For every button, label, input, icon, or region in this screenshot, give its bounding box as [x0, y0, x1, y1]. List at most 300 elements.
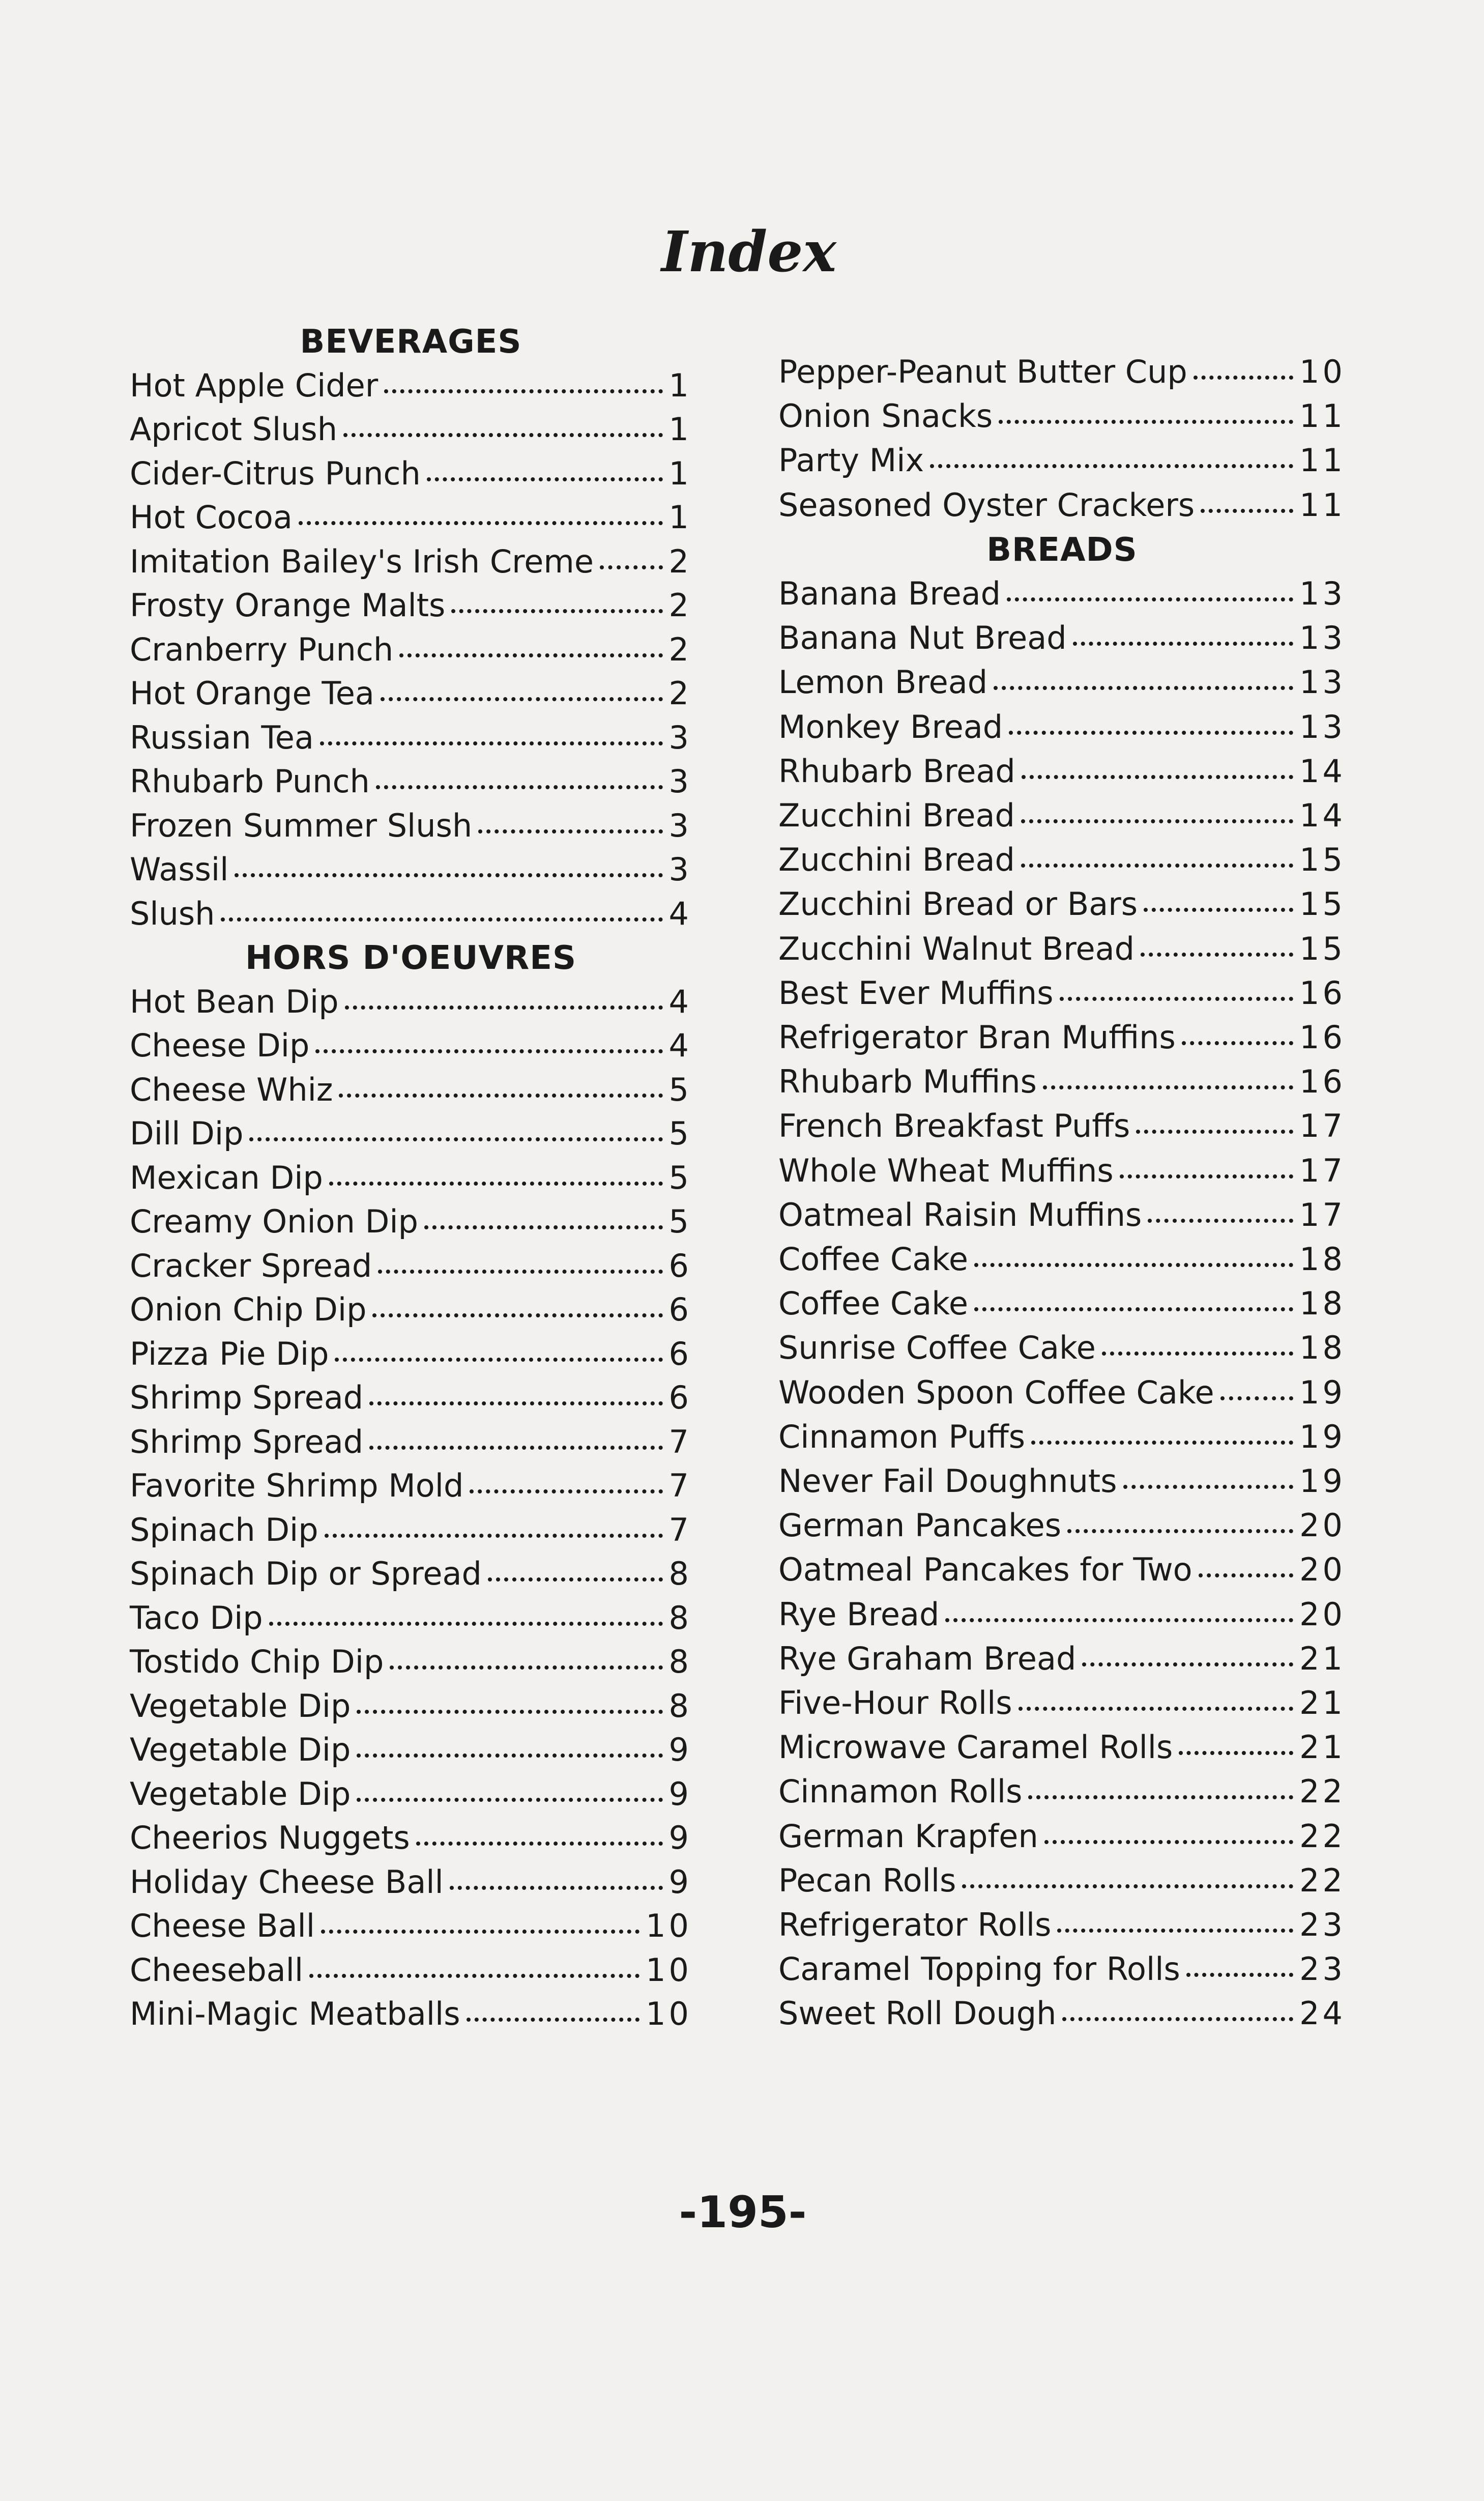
- section-heading: BEVERAGES: [300, 323, 522, 361]
- entry-name: Cracker Spread: [130, 1247, 372, 1284]
- entry-name: Creamy Onion Dip: [130, 1203, 418, 1240]
- entry-name: Mexican Dip: [130, 1159, 323, 1196]
- entry-name: Microwave Caramel Rolls: [778, 1729, 1173, 1766]
- dot-leader: [390, 1665, 662, 1670]
- entry-page-number: 19: [1299, 1462, 1346, 1500]
- entry-name: Holiday Cheese Ball: [130, 1863, 444, 1901]
- dot-leader: [309, 1974, 639, 1978]
- entry-page-number: 21: [1299, 1640, 1346, 1677]
- dot-leader: [235, 873, 662, 877]
- entry-name: Whole Wheat Muffins: [778, 1152, 1114, 1189]
- index-entry: [778, 841, 1346, 879]
- entry-page-number: 3: [668, 807, 692, 844]
- entry-page-number: 2: [668, 675, 692, 712]
- index-entry: [130, 1511, 692, 1548]
- entry-name: Lemon Bread: [778, 664, 988, 701]
- index-entry: [778, 1329, 1346, 1367]
- page-number: -195-: [679, 2187, 807, 2238]
- index-entry: [778, 1019, 1346, 1056]
- dot-leader: [249, 1137, 662, 1141]
- entry-name: Oatmeal Raisin Muffins: [778, 1196, 1142, 1233]
- entry-name: Spinach Dip or Spread: [130, 1555, 482, 1592]
- entry-page-number: 11: [1299, 486, 1346, 524]
- index-entry: [778, 1595, 1346, 1633]
- entry-name: Rye Graham Bread: [778, 1640, 1076, 1677]
- index-entry: [130, 499, 692, 536]
- index-entry: [778, 1817, 1346, 1855]
- entry-page-number: 10: [646, 1907, 692, 1944]
- dot-leader: [345, 1005, 663, 1010]
- dot-leader: [321, 1930, 639, 1934]
- entry-name: Banana Bread: [778, 575, 1001, 612]
- dot-leader: [974, 1263, 1293, 1267]
- entry-name: Mini-Magic Meatballs: [130, 1995, 460, 2032]
- dot-leader: [1148, 1219, 1293, 1223]
- dot-leader: [376, 785, 663, 789]
- index-entry: [778, 1551, 1346, 1589]
- dot-leader: [999, 420, 1293, 424]
- entry-name: Tostido Chip Dip: [130, 1643, 384, 1680]
- entry-name: Frosty Orange Malts: [130, 587, 446, 624]
- index-entry: [130, 1027, 692, 1064]
- index-entry: [130, 1555, 692, 1592]
- entry-name: Cinnamon Puffs: [778, 1418, 1026, 1455]
- entry-page-number: 6: [668, 1291, 692, 1328]
- index-entry: [130, 1467, 692, 1504]
- index-entry: [778, 1906, 1346, 1943]
- entry-name: Hot Bean Dip: [130, 983, 339, 1020]
- index-entry: [130, 807, 692, 844]
- index-entry: [778, 442, 1346, 479]
- entry-page-number: 14: [1299, 797, 1346, 834]
- entry-page-number: 17: [1299, 1107, 1346, 1145]
- entry-page-number: 9: [668, 1819, 692, 1856]
- entry-page-number: 20: [1299, 1595, 1346, 1633]
- entry-page-number: 4: [668, 1027, 692, 1064]
- entry-name: Sweet Roll Dough: [778, 1995, 1057, 2032]
- entry-page-number: 3: [668, 851, 692, 888]
- index-entry: [130, 1687, 692, 1724]
- dot-leader: [424, 1225, 663, 1229]
- entry-name: Slush: [130, 895, 215, 932]
- entry-page-number: 21: [1299, 1684, 1346, 1721]
- index-entry: [778, 1418, 1346, 1455]
- index-entry: [778, 930, 1346, 967]
- dot-leader: [269, 1622, 663, 1626]
- dot-leader: [378, 1270, 662, 1274]
- dot-leader: [1021, 819, 1293, 823]
- dot-leader: [1182, 1041, 1293, 1045]
- dot-leader: [357, 1798, 662, 1802]
- entry-page-number: 13: [1299, 619, 1346, 657]
- entry-page-number: 1: [668, 366, 692, 404]
- entry-name: Shrimp Spread: [130, 1423, 364, 1460]
- entry-name: Monkey Bread: [778, 708, 1003, 745]
- entry-page-number: 9: [668, 1775, 692, 1813]
- index-entry: [130, 587, 692, 624]
- entry-name: Never Fail Doughnuts: [778, 1462, 1117, 1500]
- entry-name: Party Mix: [778, 442, 924, 479]
- dot-leader: [930, 464, 1293, 468]
- entry-name: Five-Hour Rolls: [778, 1684, 1012, 1721]
- dot-leader: [339, 1094, 662, 1098]
- dot-leader: [1057, 1929, 1293, 1933]
- index-entry: [130, 1115, 692, 1152]
- entry-name: Hot Apple Cider: [130, 366, 379, 404]
- entry-name: Onion Snacks: [778, 397, 993, 435]
- entry-name: Hot Cocoa: [130, 499, 293, 536]
- dot-leader: [1179, 1751, 1293, 1755]
- entry-page-number: 1: [668, 499, 692, 536]
- entry-name: Pizza Pie Dip: [130, 1335, 329, 1372]
- index-entry: [130, 1907, 692, 1944]
- index-entry: [778, 1729, 1346, 1766]
- entry-name: Vegetable Dip: [130, 1775, 351, 1813]
- page-title: Index: [661, 219, 836, 284]
- entry-page-number: 16: [1299, 974, 1346, 1012]
- index-entry: [130, 1159, 692, 1196]
- dot-leader: [416, 1842, 663, 1846]
- entry-name: Apricot Slush: [130, 411, 337, 448]
- entry-name: Imitation Bailey's Irish Creme: [130, 542, 594, 580]
- entry-name: Cheese Ball: [130, 1907, 315, 1944]
- index-entry: [130, 763, 692, 800]
- entry-page-number: 5: [668, 1071, 692, 1108]
- entry-page-number: 19: [1299, 1418, 1346, 1455]
- entry-page-number: 13: [1299, 664, 1346, 701]
- index-entry: [778, 797, 1346, 834]
- entry-name: Taco Dip: [130, 1599, 263, 1636]
- dot-leader: [1082, 1662, 1293, 1666]
- index-entry: [130, 1203, 692, 1240]
- entry-page-number: 16: [1299, 1063, 1346, 1101]
- dot-leader: [1019, 1707, 1293, 1711]
- entry-name: Rye Bread: [778, 1595, 940, 1633]
- dot-leader: [372, 1313, 662, 1317]
- entry-page-number: 21: [1299, 1729, 1346, 1766]
- dot-leader: [1022, 775, 1293, 779]
- dot-leader: [369, 1446, 662, 1450]
- dot-leader: [325, 1534, 663, 1538]
- index-entry: [130, 454, 692, 492]
- entry-page-number: 5: [668, 1115, 692, 1152]
- entry-page-number: 7: [668, 1467, 692, 1504]
- index-entry: [778, 664, 1346, 701]
- dot-leader: [343, 433, 663, 437]
- index-entry: [130, 1775, 692, 1813]
- entry-name: Caramel Topping for Rolls: [778, 1950, 1180, 1988]
- entry-name: Oatmeal Pancakes for Two: [778, 1551, 1192, 1589]
- index-entry: [130, 675, 692, 712]
- entry-page-number: 4: [668, 983, 692, 1020]
- dot-leader: [1186, 1973, 1293, 1977]
- entry-name: Rhubarb Bread: [778, 752, 1015, 790]
- dot-leader: [962, 1884, 1293, 1888]
- entry-name: Cider-Citrus Punch: [130, 454, 421, 492]
- index-entry: [778, 1373, 1346, 1411]
- entry-page-number: 6: [668, 1335, 692, 1372]
- entry-page-number: 13: [1299, 575, 1346, 612]
- index-entry: [130, 983, 692, 1020]
- dot-leader: [1044, 1840, 1293, 1844]
- index-entry: [778, 1684, 1346, 1721]
- index-entry: [130, 1819, 692, 1856]
- dot-leader: [315, 1049, 662, 1053]
- section-heading: HORS D'OEUVRES: [245, 939, 577, 977]
- entry-name: Coffee Cake: [778, 1241, 969, 1278]
- index-entry: [130, 1071, 692, 1108]
- dot-leader: [1199, 1573, 1293, 1577]
- entry-page-number: 23: [1299, 1906, 1346, 1943]
- entry-name: Rhubarb Punch: [130, 763, 370, 800]
- index-entry: [778, 1241, 1346, 1278]
- entry-name: Rhubarb Muffins: [778, 1063, 1037, 1101]
- entry-page-number: 22: [1299, 1773, 1346, 1810]
- dot-leader: [1141, 953, 1293, 957]
- entry-name: Hot Orange Tea: [130, 675, 374, 712]
- entry-page-number: 11: [1299, 397, 1346, 435]
- entry-name: Cranberry Punch: [130, 630, 394, 668]
- index-entry: [778, 1861, 1346, 1899]
- dot-leader: [974, 1307, 1293, 1311]
- entry-name: Onion Chip Dip: [130, 1291, 367, 1328]
- dot-leader: [1194, 376, 1293, 380]
- entry-page-number: 18: [1299, 1285, 1346, 1323]
- entry-page-number: 10: [646, 1995, 692, 2032]
- dot-leader: [945, 1618, 1293, 1622]
- index-entry: [778, 1462, 1346, 1500]
- index-entry: [130, 1643, 692, 1680]
- entry-page-number: 22: [1299, 1861, 1346, 1899]
- dot-leader: [1060, 997, 1294, 1001]
- entry-name: Refrigerator Bran Muffins: [778, 1019, 1176, 1056]
- index-entry: [778, 575, 1346, 612]
- entry-page-number: 2: [668, 630, 692, 668]
- dot-leader: [1120, 1174, 1293, 1178]
- entry-page-number: 6: [668, 1247, 692, 1284]
- entry-page-number: 22: [1299, 1817, 1346, 1855]
- dot-leader: [467, 2018, 640, 2022]
- dot-leader: [1028, 1795, 1293, 1799]
- entry-page-number: 4: [668, 895, 692, 932]
- index-entry: [130, 1863, 692, 1901]
- dot-leader: [1220, 1396, 1293, 1400]
- index-entry: [130, 1379, 692, 1416]
- dot-leader: [1062, 2017, 1293, 2021]
- index-entry: [778, 1107, 1346, 1145]
- dot-leader: [384, 389, 662, 393]
- entry-page-number: 17: [1299, 1196, 1346, 1233]
- dot-leader: [600, 565, 663, 569]
- index-entry: [130, 1291, 692, 1328]
- entry-page-number: 18: [1299, 1329, 1346, 1367]
- entry-page-number: 15: [1299, 841, 1346, 879]
- index-entry: [778, 353, 1346, 390]
- index-entry: [778, 1507, 1346, 1544]
- entry-name: French Breakfast Puffs: [778, 1107, 1130, 1145]
- entry-name: Cheerios Nuggets: [130, 1819, 410, 1856]
- section-heading: BREADS: [986, 531, 1138, 569]
- entry-page-number: 8: [668, 1687, 692, 1724]
- entry-name: Pecan Rolls: [778, 1861, 956, 1899]
- dot-leader: [1123, 1485, 1294, 1489]
- entry-name: Zucchini Bread or Bars: [778, 885, 1138, 923]
- entry-name: Pepper-Peanut Butter Cup: [778, 353, 1187, 390]
- entry-page-number: 3: [668, 763, 692, 800]
- index-entry: [778, 1063, 1346, 1101]
- dot-leader: [488, 1577, 663, 1582]
- dot-leader: [335, 1358, 662, 1362]
- entry-page-number: 7: [668, 1511, 692, 1548]
- entry-page-number: 9: [668, 1863, 692, 1901]
- entry-name: Wooden Spoon Coffee Cake: [778, 1373, 1214, 1411]
- entry-name: Vegetable Dip: [130, 1731, 351, 1768]
- index-entry: [130, 1335, 692, 1372]
- entry-page-number: 7: [668, 1423, 692, 1460]
- dot-leader: [1043, 1085, 1293, 1089]
- entry-name: Refrigerator Rolls: [778, 1906, 1052, 1943]
- dot-leader: [470, 1489, 662, 1493]
- index-entry: [130, 630, 692, 668]
- index-entry: [778, 1995, 1346, 2032]
- dot-leader: [369, 1401, 662, 1405]
- entry-page-number: 1: [668, 411, 692, 448]
- dot-leader: [1201, 509, 1293, 513]
- entry-page-number: 9: [668, 1731, 692, 1768]
- index-entry: [778, 752, 1346, 790]
- dot-leader: [427, 477, 663, 481]
- entry-page-number: 8: [668, 1555, 692, 1592]
- dot-leader: [1136, 1130, 1293, 1134]
- entry-page-number: 5: [668, 1203, 692, 1240]
- entry-page-number: 16: [1299, 1019, 1346, 1056]
- entry-page-number: 2: [668, 542, 692, 580]
- entry-name: Zucchini Walnut Bread: [778, 930, 1135, 967]
- index-entry: [778, 397, 1346, 435]
- entry-name: German Krapfen: [778, 1817, 1038, 1855]
- index-entry: [130, 1599, 692, 1636]
- index-entry: [130, 895, 692, 932]
- entry-page-number: 10: [1299, 353, 1346, 390]
- dot-leader: [1009, 731, 1293, 735]
- dot-leader: [381, 697, 663, 701]
- dot-leader: [1102, 1352, 1293, 1356]
- entry-name: German Pancakes: [778, 1507, 1062, 1544]
- index-entry: [778, 1640, 1346, 1677]
- index-entry: [130, 366, 692, 404]
- entry-page-number: 23: [1299, 1950, 1346, 1988]
- index-entry: [778, 1950, 1346, 1988]
- index-entry: [778, 486, 1346, 524]
- entry-name: Best Ever Muffins: [778, 974, 1054, 1012]
- entry-page-number: 20: [1299, 1551, 1346, 1589]
- index-entry: [130, 411, 692, 448]
- entry-name: Cheese Whiz: [130, 1071, 333, 1108]
- index-entry: [778, 1196, 1346, 1233]
- index-entry: [778, 974, 1346, 1012]
- entry-name: Dill Dip: [130, 1115, 244, 1152]
- entry-name: Seasoned Oyster Crackers: [778, 486, 1195, 524]
- entry-name: Cinnamon Rolls: [778, 1773, 1023, 1810]
- dot-leader: [1144, 908, 1293, 912]
- entry-page-number: 15: [1299, 885, 1346, 923]
- entry-page-number: 15: [1299, 930, 1346, 967]
- entry-name: Vegetable Dip: [130, 1687, 351, 1724]
- index-entry: [130, 718, 692, 756]
- index-entry: [778, 1285, 1346, 1323]
- entry-name: Zucchini Bread: [778, 797, 1015, 834]
- dot-leader: [299, 521, 663, 525]
- entry-page-number: 20: [1299, 1507, 1346, 1544]
- entry-page-number: 24: [1299, 1995, 1346, 2032]
- dot-leader: [1021, 864, 1293, 868]
- entry-name: Cheeseball: [130, 1951, 304, 1989]
- index-entry: [778, 1152, 1346, 1189]
- entry-name: Coffee Cake: [778, 1285, 969, 1323]
- entry-page-number: 8: [668, 1599, 692, 1636]
- index-entry: [130, 1951, 692, 1989]
- dot-leader: [357, 1710, 662, 1714]
- entry-page-number: 17: [1299, 1152, 1346, 1189]
- index-entry: [778, 619, 1346, 657]
- dot-leader: [1067, 1529, 1293, 1533]
- dot-leader: [478, 829, 662, 833]
- entry-page-number: 13: [1299, 708, 1346, 745]
- entry-page-number: 8: [668, 1643, 692, 1680]
- dot-leader: [399, 653, 662, 657]
- dot-leader: [357, 1753, 662, 1758]
- entry-page-number: 5: [668, 1159, 692, 1196]
- dot-leader: [1031, 1441, 1293, 1445]
- index-entry: [130, 1247, 692, 1284]
- entry-page-number: 18: [1299, 1241, 1346, 1278]
- entry-name: Spinach Dip: [130, 1511, 318, 1548]
- entry-name: Frozen Summer Slush: [130, 807, 473, 844]
- index-entry: [130, 1423, 692, 1460]
- index-entry: [778, 1773, 1346, 1810]
- entry-name: Zucchini Bread: [778, 841, 1015, 879]
- index-entry: [130, 1731, 692, 1768]
- index-entry: [778, 708, 1346, 745]
- index-entry: [130, 851, 692, 888]
- dot-leader: [320, 741, 663, 745]
- entry-name: Cheese Dip: [130, 1027, 310, 1064]
- entry-page-number: 19: [1299, 1373, 1346, 1411]
- entry-name: Shrimp Spread: [130, 1379, 364, 1416]
- index-entry: [130, 1995, 692, 2032]
- entry-name: Russian Tea: [130, 718, 314, 756]
- entry-page-number: 10: [646, 1951, 692, 1989]
- dot-leader: [221, 917, 662, 922]
- entry-page-number: 11: [1299, 442, 1346, 479]
- entry-name: Wassil: [130, 851, 229, 888]
- entry-page-number: 6: [668, 1379, 692, 1416]
- entry-page-number: 14: [1299, 752, 1346, 790]
- index-entry: [778, 885, 1346, 923]
- dot-leader: [451, 609, 662, 613]
- entry-name: Banana Nut Bread: [778, 619, 1067, 657]
- dot-leader: [1007, 597, 1293, 601]
- entry-page-number: 3: [668, 718, 692, 756]
- index-entry: [130, 542, 692, 580]
- dot-leader: [329, 1182, 663, 1186]
- dot-leader: [450, 1886, 663, 1890]
- dot-leader: [994, 686, 1293, 690]
- entry-page-number: 1: [668, 454, 692, 492]
- entry-page-number: 2: [668, 587, 692, 624]
- dot-leader: [1073, 642, 1293, 646]
- entry-name: Favorite Shrimp Mold: [130, 1467, 464, 1504]
